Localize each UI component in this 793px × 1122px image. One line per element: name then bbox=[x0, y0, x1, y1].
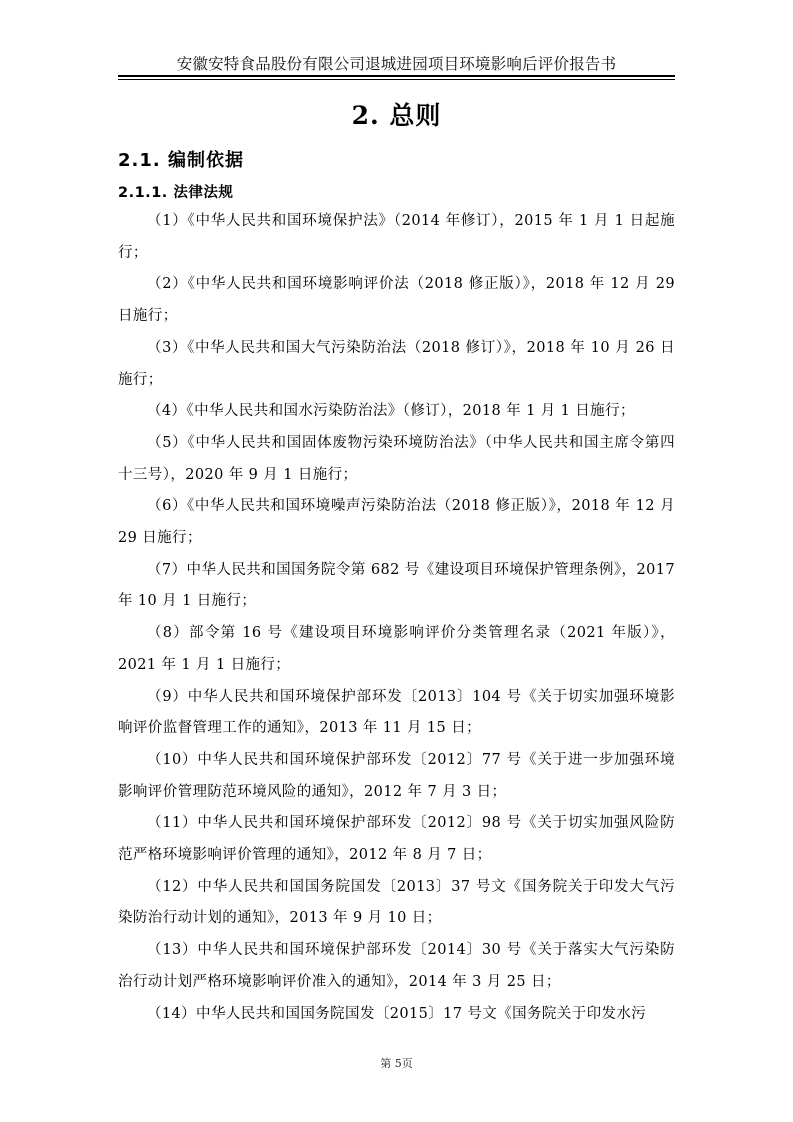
list-item: （3）《中华人民共和国大气污染防治法（2018 修订）》，2018 年 10 月 26 日施行； bbox=[118, 339, 675, 388]
list-item: （6）《中华人民共和国环境噪声污染防治法（2018 修正版）》，2018 年 12 月 29 日施行； bbox=[118, 498, 675, 547]
subsection-heading: 2.1.1. 法律法规 bbox=[118, 185, 234, 201]
list-item: （2）《中华人民共和国环境影响评价法（2018 修正版）》，2018 年 12 月 29 日施行； bbox=[118, 276, 675, 325]
list-item: （14）中华人民共和国国务院国发〔2015〕17 号文《国务院关于印发水污 bbox=[147, 1005, 647, 1022]
list-item: （8）部令第 16 号《建设项目环境影响评价分类管理名录（2021 年版）》，2021 年 1 月 1 日施行； bbox=[118, 625, 675, 673]
list-item: （5）《中华人民共和国固体废物污染环境防治法》（中华人民共和国主席令第四十三号），2020 年 9 月 1 日施行； bbox=[118, 434, 675, 483]
running-header-title: 安徽安特食品股份有限公司退城进园项目环境影响后评价报告书 bbox=[176, 55, 617, 73]
list-item: （12）中华人民共和国国务院国发〔2013〕37 号文《国务院关于印发大气污染防治行动计划的通知》，2013 年 9 月 10 日； bbox=[118, 878, 675, 927]
section-heading: 2.1. 编制依据 bbox=[118, 150, 244, 171]
list-item: （10）中华人民共和国环境保护部环发〔2012〕77 号《关于进一步加强环境影响评价管理防范环境风险的通知》，2012 年 7 月 3 日； bbox=[118, 751, 675, 800]
list-item: （7）中华人民共和国国务院令第 682 号《建设项目环境保护管理条例》，2017 年 10 月 1 日施行； bbox=[118, 561, 675, 610]
list-item: （4）《中华人民共和国水污染防治法》（修订），2018 年 1 月 1 日施行； bbox=[147, 403, 635, 420]
regulation-list bbox=[118, 206, 675, 1030]
header-rule bbox=[118, 75, 675, 80]
list-item: （11）中华人民共和国环境保护部环发〔2012〕98 号《关于切实加强风险防范严格环境影响评价管理的通知》，2012 年 8 月 7 日； bbox=[118, 815, 675, 864]
list-item: （13）中华人民共和国环境保护部环发〔2014〕30 号《关于落实大气污染防治行动计划严格环境影响评价准入的通知》，2014 年 3 月 25 日； bbox=[118, 942, 675, 990]
list-item: （1）《中华人民共和国环境保护法》（2014 年修订），2015 年 1 月 1 日起施行； bbox=[118, 213, 675, 261]
page-number: 第 5页 bbox=[380, 1057, 413, 1070]
chapter-title: 2. 总则 bbox=[351, 101, 442, 130]
list-item: （9）中华人民共和国环境保护部环发〔2013〕104 号《关于切实加强环境影响评价监督管理工作的通知》，2013 年 11 月 15 日； bbox=[118, 688, 675, 737]
